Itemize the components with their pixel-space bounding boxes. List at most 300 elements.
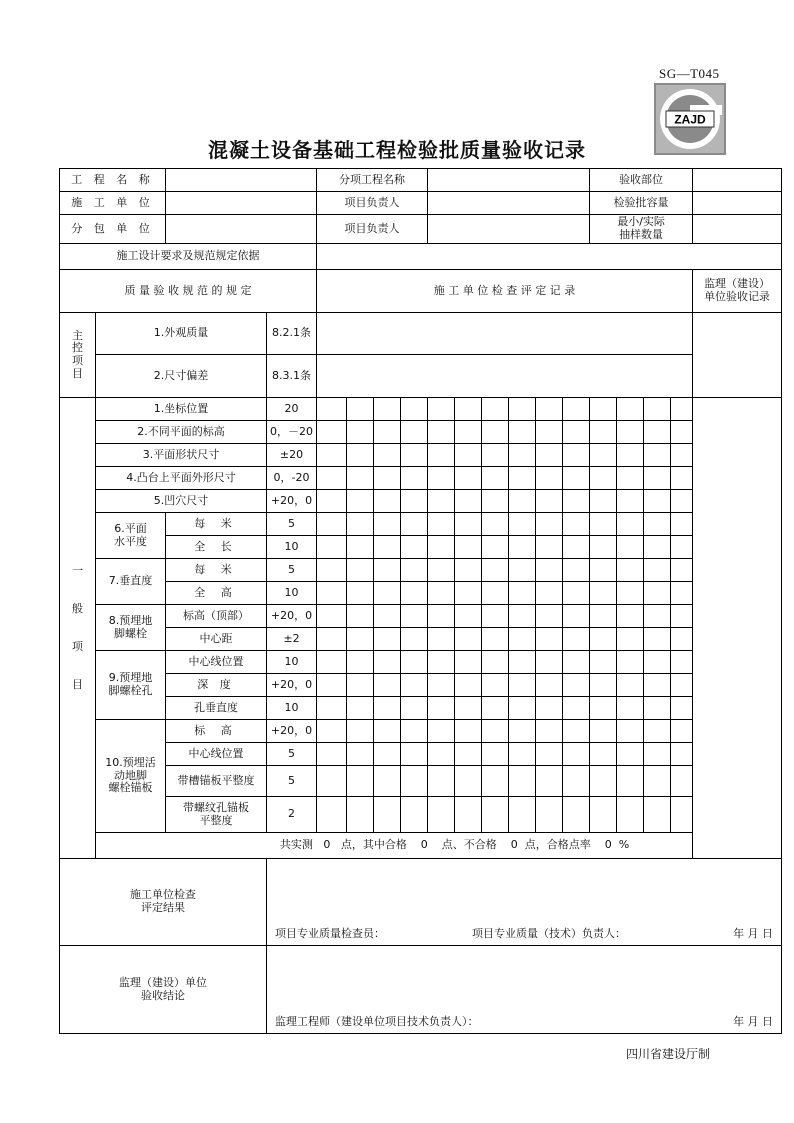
general-item-value: +20，0 [267,490,317,513]
check-cell[interactable] [455,490,482,513]
check-cell[interactable] [644,720,671,743]
check-cell[interactable] [536,513,563,536]
check-cell[interactable] [347,743,374,766]
check-cell[interactable] [536,743,563,766]
check-cell[interactable] [347,490,374,513]
check-cell[interactable] [671,536,693,559]
check-cell[interactable] [455,674,482,697]
check-cell[interactable] [617,490,644,513]
check-cell[interactable] [428,582,455,605]
check-cell[interactable] [455,651,482,674]
sub-project-name-field[interactable] [428,169,590,192]
check-cell[interactable] [617,797,644,833]
check-cell[interactable] [563,628,590,651]
check-cell[interactable] [482,697,509,720]
general-item-value: 0，－20 [267,421,317,444]
check-cell[interactable] [347,421,374,444]
check-cell[interactable] [590,697,617,720]
check-cell[interactable] [428,467,455,490]
check-cell[interactable] [671,674,693,697]
check-cell[interactable] [401,628,428,651]
check-cell[interactable] [644,513,671,536]
check-cell[interactable] [590,582,617,605]
check-cell[interactable] [536,444,563,467]
check-cell[interactable] [509,651,536,674]
check-cell[interactable] [590,559,617,582]
check-cell[interactable] [590,490,617,513]
check-cell[interactable] [347,697,374,720]
check-cell[interactable] [509,674,536,697]
check-cell[interactable] [644,582,671,605]
check-cell[interactable] [617,421,644,444]
check-cell[interactable] [482,628,509,651]
check-cell[interactable] [317,513,347,536]
check-cell[interactable] [428,720,455,743]
check-cell[interactable] [317,766,347,797]
check-cell[interactable] [401,766,428,797]
check-cell[interactable] [374,490,401,513]
check-cell[interactable] [317,674,347,697]
check-cell[interactable] [317,582,347,605]
check-cell[interactable] [401,651,428,674]
check-cell[interactable] [317,697,347,720]
check-cell[interactable] [482,766,509,797]
check-cell[interactable] [536,651,563,674]
general-item-value: 20 [267,398,317,421]
check-cell[interactable] [374,398,401,421]
check-cell[interactable] [644,651,671,674]
check-cell[interactable] [428,605,455,628]
check-cell[interactable] [428,628,455,651]
check-cell[interactable] [482,720,509,743]
check-cell[interactable] [644,421,671,444]
check-cell[interactable] [401,559,428,582]
check-cell[interactable] [509,605,536,628]
check-cell[interactable] [617,398,644,421]
check-cell[interactable] [563,490,590,513]
check-cell[interactable] [509,513,536,536]
check-cell[interactable] [644,490,671,513]
check-cell[interactable] [428,674,455,697]
check-cell[interactable] [536,797,563,833]
check-cell[interactable] [509,536,536,559]
check-cell[interactable] [644,398,671,421]
tech-leader-label: 项目专业质量（技术）负责人： [472,927,626,941]
check-cell[interactable] [455,467,482,490]
check-cell[interactable] [428,697,455,720]
sub-item-name: 中心距 [166,628,267,651]
check-cell[interactable] [455,398,482,421]
check-cell[interactable] [590,651,617,674]
check-cell[interactable] [401,605,428,628]
check-cell[interactable] [482,651,509,674]
check-cell[interactable] [671,766,693,797]
check-cell[interactable] [482,467,509,490]
check-cell[interactable] [347,536,374,559]
check-cell[interactable] [317,797,347,833]
check-cell[interactable] [644,766,671,797]
check-cell[interactable] [317,467,347,490]
check-cell[interactable] [374,444,401,467]
check-cell[interactable] [563,797,590,833]
check-cell[interactable] [455,513,482,536]
sub-item-value: 10 [267,582,317,605]
acceptance-part-label: 验收部位 [590,169,693,192]
sub-item-value: 5 [267,559,317,582]
group-8-name: 8.预埋地 脚螺栓 [96,605,166,651]
construction-result-label: 施工单位检查 评定结果 [60,859,267,946]
check-cell[interactable] [590,398,617,421]
construction-result-cell[interactable] [267,859,782,946]
check-cell[interactable] [536,490,563,513]
check-cell[interactable] [509,421,536,444]
check-cell[interactable] [455,582,482,605]
general-item-value: 0，-20 [267,467,317,490]
check-cell[interactable] [617,444,644,467]
check-cell[interactable] [509,398,536,421]
check-cell[interactable] [482,605,509,628]
check-cell[interactable] [590,797,617,833]
check-cell[interactable] [482,743,509,766]
check-cell[interactable] [563,398,590,421]
check-cell[interactable] [617,605,644,628]
check-cell[interactable] [536,536,563,559]
construction-unit-field[interactable] [166,192,317,215]
min-sample-field[interactable] [693,215,782,244]
check-cell[interactable] [644,605,671,628]
check-cell[interactable] [317,444,347,467]
check-cell[interactable] [509,720,536,743]
check-cell[interactable] [374,797,401,833]
check-cell[interactable] [617,513,644,536]
check-cell[interactable] [401,797,428,833]
sub-item-value: 5 [267,743,317,766]
check-cell[interactable] [509,697,536,720]
check-cell[interactable] [671,490,693,513]
check-cell[interactable] [428,421,455,444]
check-cell[interactable] [590,628,617,651]
check-cell[interactable] [671,421,693,444]
check-cell[interactable] [455,444,482,467]
subcontract-unit-label: 分 包 单 位 [60,215,166,244]
check-cell[interactable] [347,582,374,605]
design-basis-label: 施工设计要求及规范规定依据 [60,244,317,270]
check-cell[interactable] [536,720,563,743]
check-cell[interactable] [455,743,482,766]
check-cell[interactable] [644,559,671,582]
check-cell[interactable] [563,421,590,444]
check-cell[interactable] [644,797,671,833]
main-item-record[interactable] [317,313,693,355]
check-cell[interactable] [374,766,401,797]
check-cell[interactable] [617,628,644,651]
check-cell[interactable] [317,536,347,559]
check-cell[interactable] [563,467,590,490]
project-leader-field[interactable] [428,192,590,215]
check-cell[interactable] [401,582,428,605]
check-cell[interactable] [317,743,347,766]
check-cell[interactable] [374,628,401,651]
check-cell[interactable] [347,797,374,833]
check-cell[interactable] [590,536,617,559]
check-cell[interactable] [482,582,509,605]
check-cell[interactable] [590,421,617,444]
check-cell[interactable] [374,720,401,743]
check-cell[interactable] [536,421,563,444]
check-cell[interactable] [428,444,455,467]
check-cell[interactable] [455,797,482,833]
check-cell[interactable] [428,651,455,674]
check-cell[interactable] [671,582,693,605]
check-cell[interactable] [617,720,644,743]
check-cell[interactable] [401,398,428,421]
check-cell[interactable] [644,467,671,490]
check-cell[interactable] [482,513,509,536]
check-cell[interactable] [347,559,374,582]
check-cell[interactable] [536,398,563,421]
check-cell[interactable] [563,743,590,766]
check-cell[interactable] [455,536,482,559]
check-cell[interactable] [374,421,401,444]
check-cell[interactable] [509,582,536,605]
check-cell[interactable] [401,467,428,490]
main-item-record[interactable] [317,355,693,398]
sub-item-name: 深 度 [166,674,267,697]
check-cell[interactable] [317,651,347,674]
check-cell[interactable] [536,605,563,628]
sub-item-name: 全 长 [166,536,267,559]
subcontract-unit-field[interactable] [166,215,317,244]
check-cell[interactable] [317,421,347,444]
check-cell[interactable] [482,559,509,582]
check-cell[interactable] [590,467,617,490]
check-cell[interactable] [563,766,590,797]
check-cell[interactable] [644,536,671,559]
group-7-name: 7.垂直度 [96,559,166,605]
check-cell[interactable] [401,674,428,697]
check-cell[interactable] [671,444,693,467]
general-item-name: 1.坐标位置 [96,398,267,421]
check-cell[interactable] [428,513,455,536]
sub-item-value: ±2 [267,628,317,651]
check-cell[interactable] [617,651,644,674]
check-cell[interactable] [317,720,347,743]
check-cell[interactable] [374,559,401,582]
check-cell[interactable] [590,605,617,628]
check-cell[interactable] [374,743,401,766]
check-cell[interactable] [455,559,482,582]
check-cell[interactable] [347,513,374,536]
form-code: SG—T045 [659,66,720,81]
check-cell[interactable] [347,398,374,421]
check-cell[interactable] [455,605,482,628]
check-cell[interactable] [536,582,563,605]
general-item-name: 5.凹穴尺寸 [96,490,267,513]
check-cell[interactable] [482,797,509,833]
check-cell[interactable] [590,513,617,536]
check-cell[interactable] [509,743,536,766]
check-cell[interactable] [509,444,536,467]
check-cell[interactable] [347,766,374,797]
check-cell[interactable] [482,674,509,697]
check-cell[interactable] [347,651,374,674]
check-cell[interactable] [509,490,536,513]
sub-item-name: 每 米 [166,559,267,582]
check-cell[interactable] [317,628,347,651]
general-item-name: 3.平面形状尺寸 [96,444,267,467]
check-cell[interactable] [317,490,347,513]
check-cell[interactable] [590,674,617,697]
date-label: 年 月 日 [733,1014,774,1028]
check-cell[interactable] [644,743,671,766]
check-cell[interactable] [590,444,617,467]
project-name-label: 工 程 名 称 [60,169,166,192]
check-cell[interactable] [347,467,374,490]
check-cell[interactable] [482,398,509,421]
check-cell[interactable] [563,651,590,674]
check-cell[interactable] [428,536,455,559]
check-cell[interactable] [401,444,428,467]
supervision-result-cell[interactable] [267,946,782,1034]
check-cell[interactable] [563,513,590,536]
check-cell[interactable] [455,766,482,797]
check-cell[interactable] [644,444,671,467]
check-cell[interactable] [644,674,671,697]
check-cell[interactable] [482,536,509,559]
check-cell[interactable] [536,559,563,582]
check-cell[interactable] [509,766,536,797]
check-cell[interactable] [590,743,617,766]
check-cell[interactable] [401,697,428,720]
check-cell[interactable] [671,398,693,421]
check-cell[interactable] [374,536,401,559]
check-cell[interactable] [401,513,428,536]
check-cell[interactable] [563,720,590,743]
check-cell[interactable] [509,628,536,651]
check-cell[interactable] [617,743,644,766]
group-6-name: 6.平面 水平度 [96,513,166,559]
check-cell[interactable] [428,559,455,582]
check-cell[interactable] [509,467,536,490]
design-basis-field[interactable] [317,244,782,270]
batch-capacity-field[interactable] [693,192,782,215]
check-cell[interactable] [482,421,509,444]
check-cell[interactable] [401,490,428,513]
main-supervision-cell[interactable] [693,313,782,398]
check-cell[interactable] [317,559,347,582]
sub-project-leader-field[interactable] [428,215,590,244]
acceptance-part-field[interactable] [693,169,782,192]
check-cell[interactable] [617,674,644,697]
check-cell[interactable] [617,536,644,559]
check-cell[interactable] [563,582,590,605]
check-cell[interactable] [374,697,401,720]
check-cell[interactable] [671,743,693,766]
check-cell[interactable] [509,797,536,833]
check-cell[interactable] [374,605,401,628]
check-cell[interactable] [401,743,428,766]
check-cell[interactable] [401,421,428,444]
check-cell[interactable] [428,398,455,421]
check-cell[interactable] [617,582,644,605]
check-cell[interactable] [671,720,693,743]
check-cell[interactable] [317,605,347,628]
check-cell[interactable] [374,513,401,536]
supervision-record-header: 监理（建设） 单位验收记录 [693,270,782,313]
check-cell[interactable] [671,513,693,536]
project-name-field[interactable] [166,169,317,192]
check-cell[interactable] [428,766,455,797]
check-cell[interactable] [617,467,644,490]
check-cell[interactable] [401,720,428,743]
check-cell[interactable] [671,651,693,674]
check-cell[interactable] [455,421,482,444]
check-cell[interactable] [455,720,482,743]
check-cell[interactable] [374,467,401,490]
check-cell[interactable] [644,697,671,720]
check-cell[interactable] [455,628,482,651]
check-cell[interactable] [482,490,509,513]
check-cell[interactable] [671,467,693,490]
check-cell[interactable] [563,605,590,628]
check-cell[interactable] [563,536,590,559]
check-cell[interactable] [374,651,401,674]
check-cell[interactable] [347,444,374,467]
acceptance-table [59,168,782,1034]
check-cell[interactable] [374,674,401,697]
check-cell[interactable] [671,605,693,628]
check-cell[interactable] [590,766,617,797]
check-cell[interactable] [374,582,401,605]
check-cell[interactable] [563,697,590,720]
check-cell[interactable] [563,674,590,697]
check-cell[interactable] [428,743,455,766]
check-cell[interactable] [617,559,644,582]
check-cell[interactable] [617,766,644,797]
check-cell[interactable] [671,559,693,582]
check-cell[interactable] [671,797,693,833]
check-cell[interactable] [317,398,347,421]
check-cell[interactable] [563,559,590,582]
check-cell[interactable] [590,720,617,743]
check-cell[interactable] [644,628,671,651]
sub-item-value: +20，0 [267,674,317,697]
check-cell[interactable] [536,766,563,797]
summary-row: 共实测 0 点，其中合格 0 点、不合格 0 点，合格点率 0 % [96,833,782,859]
check-cell[interactable] [347,605,374,628]
project-leader-label: 项目负责人 [317,192,428,215]
check-cell[interactable] [482,444,509,467]
check-cell[interactable] [671,628,693,651]
check-cell[interactable] [428,797,455,833]
check-cell[interactable] [401,536,428,559]
check-cell[interactable] [347,674,374,697]
check-cell[interactable] [563,444,590,467]
check-cell[interactable] [509,559,536,582]
check-cell[interactable] [455,697,482,720]
check-cell[interactable] [536,697,563,720]
check-cell[interactable] [671,697,693,720]
general-supervision-cell[interactable] [693,398,782,859]
sub-item-name: 标高（顶部） [166,605,267,628]
check-cell[interactable] [347,720,374,743]
check-cell[interactable] [428,490,455,513]
check-cell[interactable] [617,697,644,720]
check-cell[interactable] [347,628,374,651]
check-cell[interactable] [536,467,563,490]
check-cell[interactable] [536,674,563,697]
check-cell[interactable] [536,628,563,651]
